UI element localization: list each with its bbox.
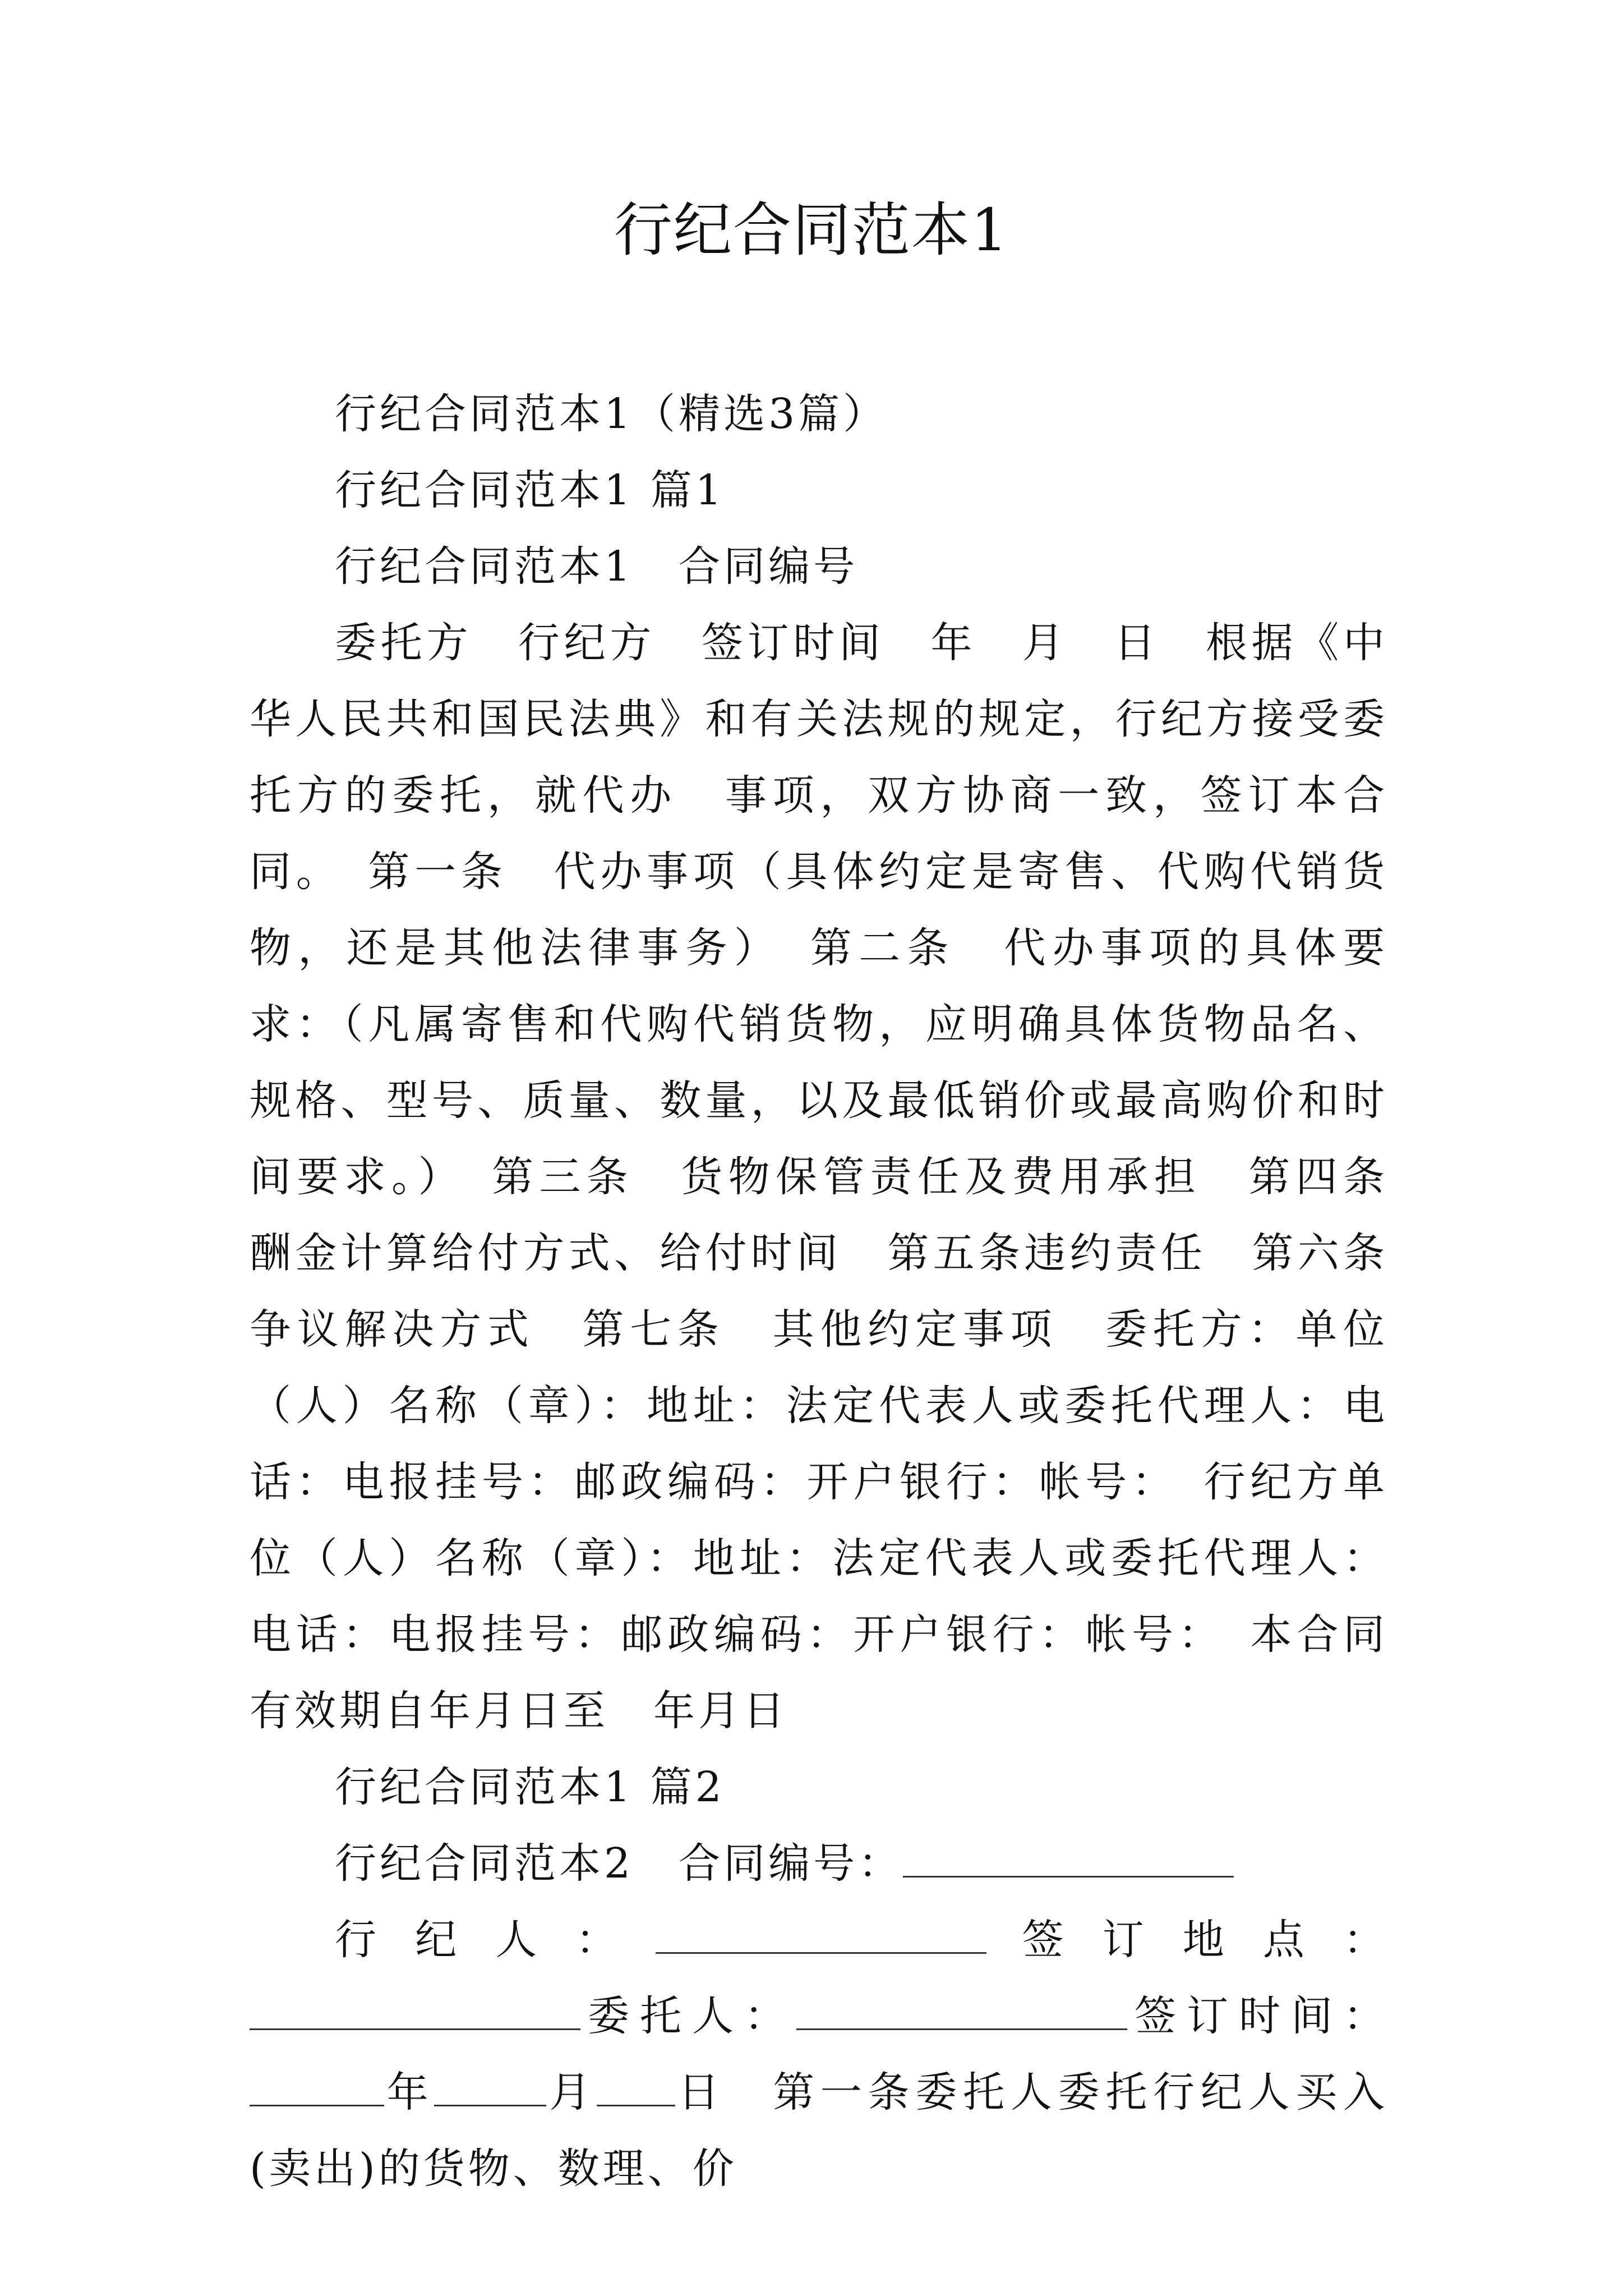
agent-blank xyxy=(656,1915,986,1954)
paragraph-section-2-heading: 行纪合同范本1 篇2 xyxy=(335,1763,725,1811)
contract-number-label: 行纪合同范本2 合同编号： xyxy=(335,1839,903,1888)
year-blank xyxy=(250,2068,384,2106)
day-label: 日 xyxy=(675,2068,726,2116)
month-label: 月 xyxy=(546,2068,597,2116)
paragraph-contract-body-1: 委托方 行纪方 签订时间 年 月 日 根据《中华人民共和国民法典》和有关法规的规定，行纪方接受委托方的委托，就代办 事项，双方协商一致，签订本合同。 第一条 代办事项（具体约定是寄售、代购代销货物，还是其他法律事务） 第二条 代办事项的具体要求：（凡属寄售和代购代销货物，应明确具体货物品名、规格、型号、质量、数量，以及最低销价或最高购价和时间要求。） 第三条 货物保管责任及费用承担 第四条 酬金计算给付方式、给付时间 第五条违约责任 第六条 争议解决方式 第七条 其他约定事项 委托方：单位（人）名称（章）：地址：法定代表人或委托代理人：电话：电报挂号：邮政编码：开户银行：帐号： 行纪方单位（人）名称（章）：地址：法定代表人或委托代理人：电话：电报挂号：邮政编码：开户银行：帐号： 本合同有效期自年月日至 年月日 xyxy=(250,619,1433,1735)
paragraph-parties-and-terms xyxy=(250,1902,1388,2207)
sign-time-label: 签订时间： xyxy=(1127,1992,1388,2040)
principal-label: 委托人： xyxy=(580,1992,796,2040)
month-blank xyxy=(434,2068,546,2106)
sign-location-blank xyxy=(250,1991,580,2030)
principal-blank xyxy=(796,1991,1127,2030)
paragraph-section-1-heading: 行纪合同范本1 篇1 xyxy=(335,466,725,514)
paragraph-contract-number-1: 行纪合同范本1 合同编号 xyxy=(335,542,859,591)
contract-number-blank xyxy=(903,1839,1234,1878)
sign-location-label: 签订地点： xyxy=(986,1916,1389,1964)
agent-label: 行纪人： xyxy=(335,1916,656,1964)
day-blank xyxy=(597,2068,675,2106)
document-title: 行纪合同范本1 xyxy=(614,196,1009,264)
year-label: 年 xyxy=(384,2068,435,2116)
document-body xyxy=(250,376,1433,2207)
paragraph-contract-number-2 xyxy=(250,1825,1388,1902)
paragraph-subtitle: 行纪合同范本1（精选3篇） xyxy=(335,390,888,438)
article-1-text: 第一条委托人委托行纪人买入(卖出)的货物、数理、价 xyxy=(250,2068,1389,2193)
